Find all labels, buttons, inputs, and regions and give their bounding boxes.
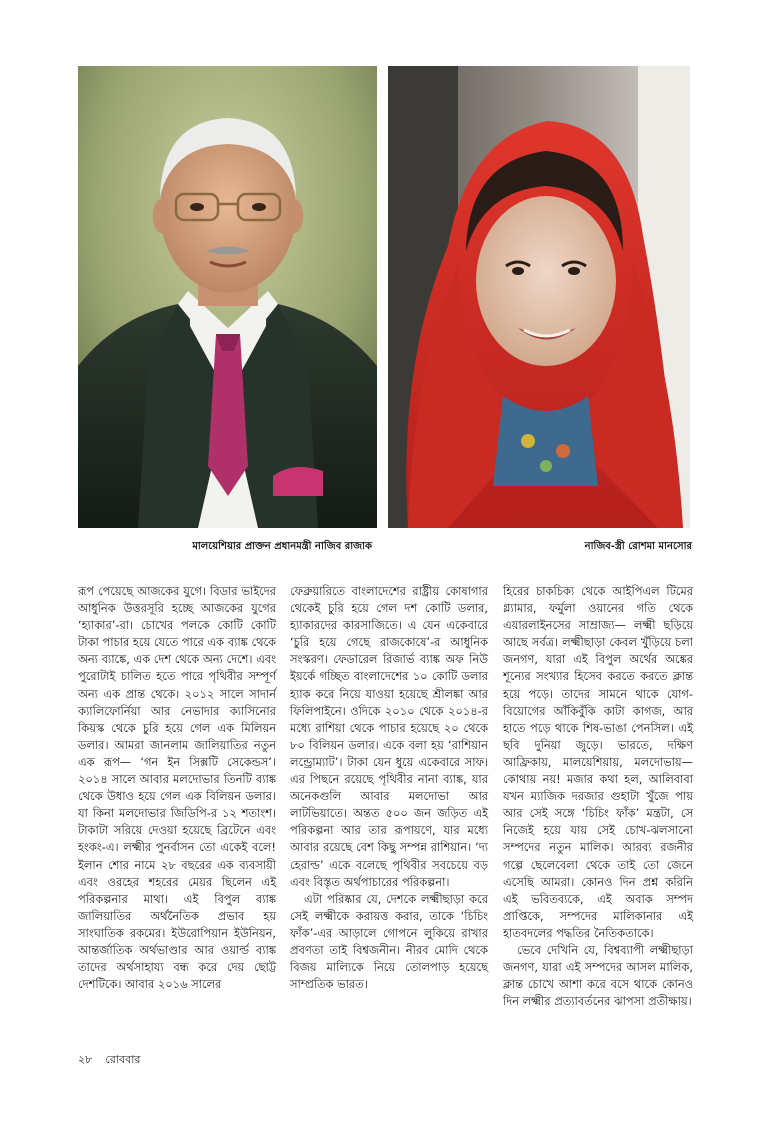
photo-najib-razak	[78, 66, 377, 528]
magazine-name: রোববার	[105, 1053, 141, 1066]
article-column-1	[78, 583, 276, 993]
article-column-3	[503, 583, 693, 1010]
paragraph: এটা পরিষ্কার যে, দেশকে লক্ষ্মীছাড়া করে সেই লক্ষ্মীকে করায়ত্ত করার, তাকে ‘চিচিং ফাঁক’-এর আড়ালে গোপনে লুকিয়ে রাখার প্রবণতা তাই বিশ্বজনীন। নীরব মোদি থেকে বিজয় মাল্যিকে নিয়ে তোলপাড় হয়েছে সাম্প্রতিক ভারত।	[290, 891, 488, 992]
portrait-man-illustration	[78, 66, 377, 528]
paragraph: হিরের চাকচিক্য থেকে আইপিএল টিমের গ্ল্যামার, ফর্মুলা ওয়ানের গতি থেকে এয়ারলাইনসের সাম্রাজ্য— লক্ষ্মী ছড়িয়ে আছে সর্বত্র। লক্ষ্মীছাড়া কেবল খুঁড়িয়ে চলা জনগণ, যারা এই বিপুল অর্থের অঙ্কের শূন্যের সংখ্যার হিসেব করতে করতে ক্লান্ত হয়ে পড়ে। তাদের সামনে থাকে যোগ-বিয়োগের আঁকিবুঁকি কাটা কাগজ, আর হাতে পড়ে থাকে শিষ-ভাঙা পেনসিল। এই ছবি দুনিয়া জুড়ে। ভারতে, দক্ষিণ আফ্রিকায়, মালয়েশিয়ায়, মলদোভায়— কোথায় নয়! মজার কথা হল, আলিবাবা যখন ম্যাজিক দরজার গুহাটা খুঁজে পায় আর সেই সঙ্গে ‘চিচিং ফাঁক’ মন্ত্রটা, সে নিজেই হয়ে যায় সেই চোখ-ঝলসানো সম্পদের নতুন মালিক। আরব্য রজনীর গল্পে ছেলেবেলা থেকে তাই তো জেনে এসেছি আমরা। কোনও দিন প্রশ্ন করিনি এই ভবিতব্যকে, এই অবাক সম্পদ প্রাপ্তিকে, সম্পদের মালিকানার এই হাতবদলের পদ্ধতির নৈতিকতাকে।	[503, 584, 693, 940]
paragraph: ভেবে দেখিনি যে, বিশ্বব্যাপী লক্ষ্মীছাড়া জনগণ, যারা এই সম্পদের আসল মালিক, ক্লান্ত চোখে আশা করে বসে থাকে কোনও দিন লক্ষ্মীর প্রত্যাবর্তনের ঝাপসা প্রতীক্ষায়।	[503, 942, 693, 1009]
paragraph: রূপ পেয়েছে আজকের যুগে। বিডার ভাইদের আধুনিক উত্তরসূরি হচ্ছে আজকের যুগের ‘হ্যাকার’-রা। চোখের পলকে কোটি কোটি টাকা পাচার হয়ে যেতে পারে এক ব্যাঙ্ক থেকে অন্য ব্যাঙ্কে, এক দেশ থেকে অন্য দেশে। এবং পুরোটাই চালিত হতে পারে পৃথিবীর সম্পূর্ণ অন্য এক প্রান্ত থেকে। ২০১২ সালে সাদার্ন ক্যালিফোর্নিয়া আর নেভাদার ক্যাসিনোর কিয়স্ক থেকে চুরি হয়ে গেল এক মিলিয়ন ডলার। আমরা জানলাম জালিয়াতির নতুন এক রূপ— ‘গন ইন সিক্সটি সেকেন্ডস’। ২০১৪ সালে আবার মলদোভার তিনটি ব্যাঙ্ক থেকে উধাও হয়ে গেল এক বিলিয়ন ডলার। যা কিনা মলদোভার জিডিপি-র ১২ শতাংশ। টাকাটা সরিয়ে দেওয়া হয়েছে ব্রিটেনে এবং হংকং-এ। লক্ষ্মীর পুনর্বাসন তো একেই বলে! ইলান শোর নামে ২৮ বছরের এক ব্যবসায়ী এবং ওরহের শহরের মেয়র ছিলেন এই পরিকল্পনার মাথা। এই বিপুল ব্যাঙ্ক জালিয়াতির অর্থনৈতিক প্রভাব হয় সাংঘাতিক রকমের। ইউরোপিয়ান ইউনিয়ন, আন্তর্জাতিক অর্থভাণ্ডার আর ওয়ার্ল্ড ব্যাঙ্ক তাদের অর্থসাহায্য বন্ধ করে দেয় ছোট্ট দেশটিকে। আবার ২০১৬ সালের	[78, 584, 276, 992]
paragraph: ফেব্রুয়ারিতে বাংলাদেশের রাষ্ট্রীয় কোষাগার থেকেই চুরি হয়ে গেল দশ কোটি ডলার, হ্যাকারদের কারসাজিতে। এ যেন একেবারে ‘চুরি হয়ে গেছে রাজকোষে’-র আধুনিক সংস্করণ। ফেডারেল রিজার্ভ ব্যাঙ্ক অফ নিউ ইয়র্কে গচ্ছিত বাংলাদেশের ১০ কোটি ডলার হ্যাক করে নিয়ে যাওয়া হয়েছে শ্রীলঙ্কা আর ফিলিপাইনে। ওদিকে ২০১০ থেকে ২০১৪-র মধ্যে রাশিয়া থেকে পাচার হয়েছে ২০ থেকে ৮০ বিলিয়ন ডলার। একে বলা হয় ‘রাশিয়ান লন্ড্রোম্যাট’। টাকা যেন ধুয়ে একেবারে সাফ। এর পিছনে রয়েছে পৃথিবীর নানা ব্যাঙ্ক, যার অনেকগুলি আবার মলদোভা আর লাটভিয়াতে। অন্তত ৫০০ জন জড়িত এই পরিকল্পনা আর তার রূপায়ণে, যার মধ্যে আবার রয়েছে বেশ কিছু সম্পন্ন রাশিয়ান। ‘দ্য হেরাল্ড’ একে বলেছে পৃথিবীর সবচেয়ে বড় এবং বিস্তৃত অর্থপাচারের পরিকল্পনা।	[290, 584, 488, 889]
article-column-2	[290, 583, 488, 993]
photo-rosmah-mansor	[388, 66, 690, 528]
photo-caption-right: নাজিব-স্ত্রী রোশমা মানসোর	[584, 541, 692, 552]
photo-caption-left: মালয়েশিয়ার প্রাক্তন প্রধানমন্ত্রী নাজিব রাজাক	[192, 541, 372, 552]
page-folio	[78, 1051, 141, 1070]
page-number: ২৮	[78, 1053, 93, 1066]
portrait-woman-illustration	[388, 66, 690, 528]
